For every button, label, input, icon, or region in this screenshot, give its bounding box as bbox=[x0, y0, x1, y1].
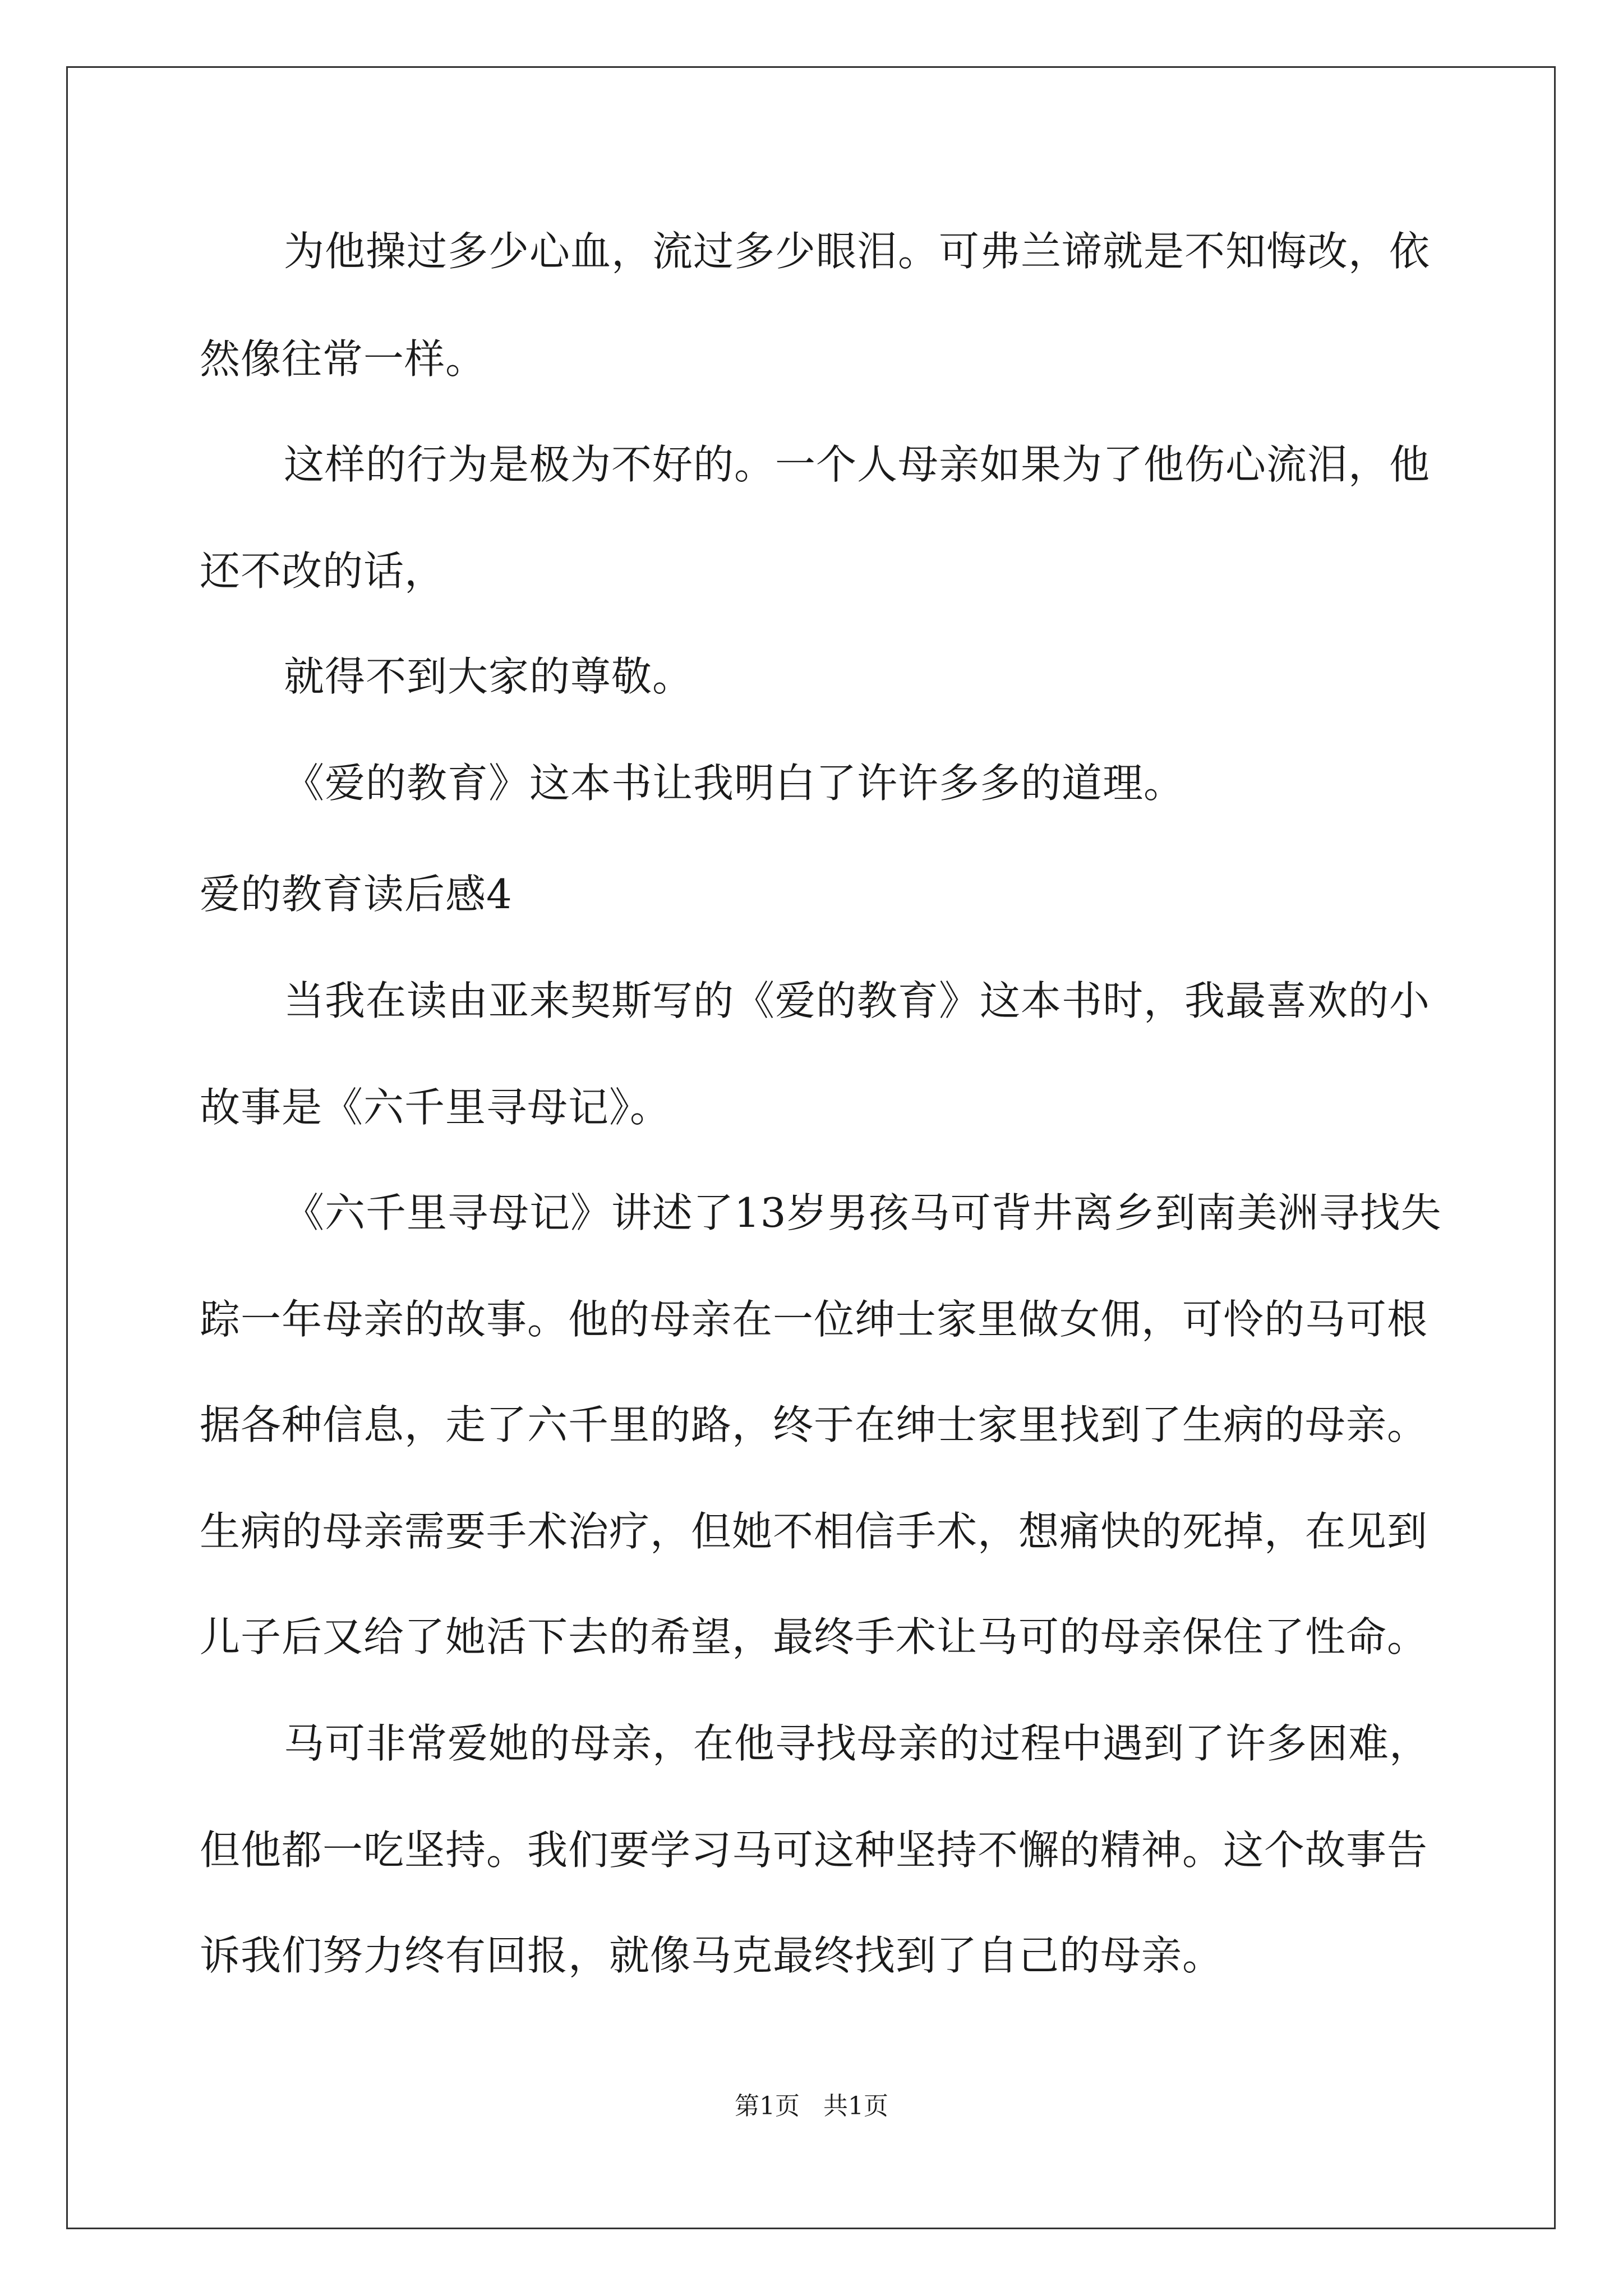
paragraph-7-line-2: 但他都一吃坚持。我们要学习马可这种坚持不懈的精神。这个故事告 bbox=[200, 1826, 1428, 1874]
section-heading: 爱的教育读后感4 bbox=[200, 871, 513, 918]
paragraph-1-line-2: 然像往常一样。 bbox=[200, 335, 487, 383]
paragraph-6-line-2: 踪一年母亲的故事。他的母亲在一位绅士家里做女佣，可怜的马可根 bbox=[200, 1296, 1428, 1343]
page-footer: 第1页 共1页 bbox=[735, 2092, 888, 2120]
paragraph-5-line-2: 故事是《六千里寻母记》。 bbox=[200, 1084, 671, 1131]
paragraph-7-line-3: 诉我们努力终有回报，就像马克最终找到了自己的母亲。 bbox=[200, 1932, 1224, 1979]
paragraph-7-line-1: 马可非常爱她的母亲，在他寻找母亲的过程中遇到了许多困难， bbox=[284, 1720, 1431, 1767]
paragraph-6-line-3: 据各种信息，走了六千里的路，终于在绅士家里找到了生病的母亲。 bbox=[200, 1401, 1428, 1448]
paragraph-4-line-1: 《爱的教育》这本书让我明白了许许多多的道理。 bbox=[284, 760, 1185, 807]
paragraph-1-line-1: 为他操过多少心血，流过多少眼泪。可弗兰谛就是不知悔改，依 bbox=[284, 228, 1431, 275]
paragraph-6-line-5: 儿子后又给了她活下去的希望，最终手术让马可的母亲保住了性命。 bbox=[200, 1613, 1428, 1660]
paragraph-2-line-1: 这样的行为是极为不好的。一个人母亲如果为了他伤心流泪，他 bbox=[284, 441, 1431, 488]
paragraph-6-line-4: 生病的母亲需要手术治疗，但她不相信手术，想痛快的死掉，在见到 bbox=[200, 1508, 1428, 1555]
paragraph-3-line-1: 就得不到大家的尊敬。 bbox=[284, 653, 694, 700]
paragraph-5-line-1: 当我在读由亚来契斯写的《爱的教育》这本书时，我最喜欢的小 bbox=[284, 977, 1431, 1024]
paragraph-2-line-2: 还不改的话， bbox=[200, 547, 446, 595]
paragraph-6-line-1: 《六千里寻母记》讲述了13岁男孩马可背井离乡到南美洲寻找失 bbox=[284, 1189, 1442, 1236]
page-border bbox=[66, 66, 1556, 2229]
